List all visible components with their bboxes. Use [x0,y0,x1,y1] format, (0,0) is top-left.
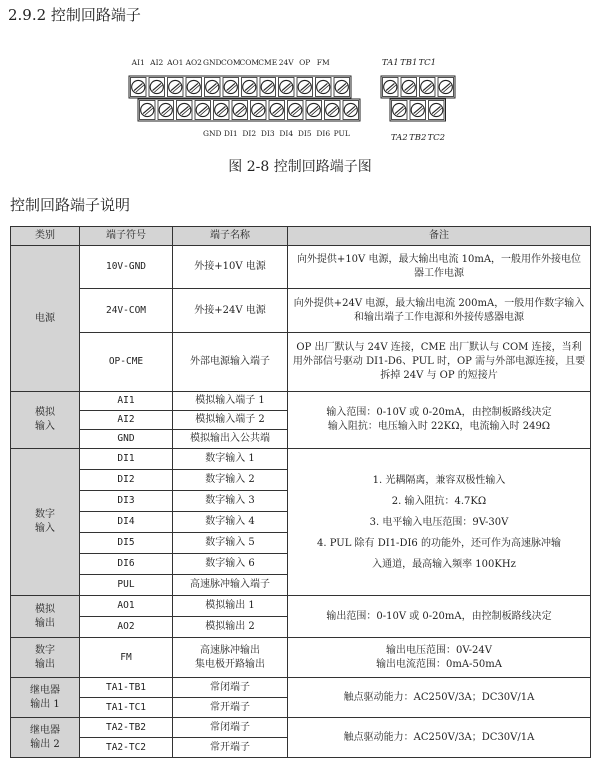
terminal-screw-icon [421,80,434,93]
category-digital-output [11,638,80,678]
category-label: 输入 [35,421,55,432]
terminal-screw-icon [289,103,302,116]
category-label: 输入 [35,523,55,534]
terminal-screw-icon [307,103,320,116]
header-category: 类别 [11,227,80,246]
category-label: 数字 [35,509,55,520]
terminal-note: 触点驱动能力：AC250V/3A；DC30V/1A [288,718,591,758]
table-row [11,678,591,698]
terminal-symbol: FM [80,638,173,678]
category-relay-output-2 [11,718,80,758]
terminal-name: 模拟输出入公共端 [173,430,288,449]
category-analog-output [11,596,80,638]
note-line: 4. PUL 除有 DI1-DI6 的功能外，还可作为高速脉冲输 [317,537,561,549]
terminal-name: 数字输入 5 [173,533,288,554]
terminal-symbol: 24V-COM [80,289,173,333]
note-line: 1. 光耦隔离，兼容双极性输入 [372,474,506,486]
terminal-note [288,392,591,449]
terminal-screw-icon [252,103,265,116]
terminal-symbol: AI2 [80,411,173,430]
terminal-screw-icon [326,103,339,116]
terminal-symbol: TA1-TB1 [80,678,173,698]
terminal-symbol: TA1-TC1 [80,698,173,718]
terminal-name: 外接+10V 电源 [173,246,288,289]
table-row [11,718,591,738]
terminal-name: 模拟输入端子 1 [173,392,288,411]
category-digital-input [11,449,80,596]
category-label: 模拟 [35,603,55,615]
terminal-screw-icon [344,103,357,116]
table-row [11,333,591,392]
terminal-symbol: DI2 [80,470,173,491]
category-label: 输出 [35,617,55,629]
terminal-symbol: GND [80,430,173,449]
terminal-note: 输出范围：0-10V 或 0-20mA，由控制板路线决定 [288,596,591,638]
terminal-screw-icon [335,80,348,93]
terminal-screw-icon [169,80,182,93]
table-row [11,449,591,470]
terminal-screw-icon [430,103,443,116]
table-row [11,246,591,289]
terminal-screw-icon [317,80,330,93]
terminal-note: 向外提供+24V 电源，最大输出电流 200mA，一般用作数字输入和输出端子工作电源和外接传感器电源 [288,289,591,333]
terminal-screw-icon [280,80,293,93]
terminal-screw-icon [150,80,163,93]
terminal-name: 常开端子 [173,738,288,758]
terminal-spec-table [10,226,591,758]
table-row [11,392,591,411]
terminal-symbol: DI5 [80,533,173,554]
terminal-screw-icon [187,80,200,93]
category-label: 输出 [35,658,55,670]
terminal-screw-icon [402,80,415,93]
name-line: 集电极开路输出 [195,658,265,670]
category-label: 数字 [35,644,55,656]
terminal-symbol: AI1 [80,392,173,411]
terminal-label-top: COM [239,58,260,67]
terminal-name: 常闭端子 [173,718,288,738]
name-line: 高速脉冲输出 [200,644,260,656]
terminal-screw-icon [178,103,191,116]
terminal-name: 常开端子 [173,698,288,718]
terminal-screw-icon [206,80,219,93]
terminal-name: 外接+24V 电源 [173,289,288,333]
terminal-screw-icon [384,80,397,93]
figure-caption: 图 2-8 控制回路端子图 [228,159,372,175]
terminal-screw-icon [261,80,274,93]
terminal-screw-icon [233,103,246,116]
terminal-label-top: COM [220,58,241,67]
terminal-screw-icon [298,80,311,93]
category-relay-output-1 [11,678,80,718]
terminal-label-bottom: DI4 [279,129,294,138]
terminal-name: 模拟输出 2 [173,617,288,638]
category-label: 继电器 [30,724,60,736]
terminal-screw-icon [270,103,283,116]
terminal-screw-icon [243,80,256,93]
relay-label-top: TB1 [400,58,418,68]
note-line: 3. 电平输入电压范围：9V-30V [369,516,509,528]
table-row [11,289,591,333]
relay-label-bottom: TA2 [390,133,408,143]
terminal-name: 外部电源输入端子 [173,333,288,392]
terminal-label-bottom: DI6 [316,129,331,138]
relay-label-top: TC1 [418,58,437,68]
terminal-label-top: 24V [278,58,294,67]
terminal-name: 数字输入 4 [173,512,288,533]
table-title: 控制回路端子说明 [10,196,131,214]
terminal-screw-icon [141,103,154,116]
relay-label-top: TA1 [381,58,399,68]
note-line: 2. 输入阻抗：4.7KΩ [391,495,487,507]
terminal-screw-icon [132,80,145,93]
terminal-name [173,638,288,678]
terminal-label-bottom: GND [202,129,222,138]
category-power: 电源 [11,246,80,392]
terminal-screw-icon [224,80,237,93]
terminal-symbol: AO2 [80,617,173,638]
terminal-symbol: DI1 [80,449,173,470]
terminal-label-top: GND [202,58,222,67]
header-name: 端子名称 [173,227,288,246]
table-row [11,596,591,617]
category-label: 继电器 [30,684,60,696]
terminal-label-top: AO1 [167,58,184,67]
category-analog-input [11,392,80,449]
relay-label-bottom: TC2 [427,133,446,143]
terminal-name: 模拟输入端子 2 [173,411,288,430]
terminal-symbol: TA2-TB2 [80,718,173,738]
terminal-name: 高速脉冲输入端子 [173,575,288,596]
terminal-screw-icon [393,103,406,116]
table-row [11,638,591,678]
terminal-block-diagram [0,0,600,160]
terminal-symbol: DI4 [80,512,173,533]
terminal-symbol: DI6 [80,554,173,575]
terminal-name: 数字输入 3 [173,491,288,512]
terminal-screw-icon [411,103,424,116]
terminal-name: 数字输入 2 [173,470,288,491]
category-label: 模拟 [35,407,55,418]
terminal-note: OP 出厂默认与 24V 连接，CME 出厂默认与 COM 连接，当利用外部信号驱动 DI1-D6、PUL 时，OP 需与外部电源连接，且要拆掉 24V 与 OP 的短接片 [288,333,591,392]
category-label: 输出 1 [30,698,60,710]
terminal-note [288,449,591,596]
note-line: 输出电流范围：0mA-50mA [376,658,502,670]
terminal-note: 触点驱动能力：AC250V/3A；DC30V/1A [288,678,591,718]
category-label: 输出 2 [30,738,60,750]
terminal-symbol: DI3 [80,491,173,512]
terminal-note: 向外提供+10V 电源，最大输出电流 10mA，一般用作外接电位器工作电源 [288,246,591,289]
terminal-symbol: OP-CME [80,333,173,392]
note-line: 输入阻抗：电压输入时 22KΩ，电流输入时 249Ω [327,421,551,432]
terminal-screw-icon [439,80,452,93]
terminal-symbol: TA2-TC2 [80,738,173,758]
terminal-note [288,638,591,678]
relay-label-bottom: TB2 [409,133,427,143]
header-note: 备注 [288,227,591,246]
terminal-label-bottom: PUL [333,129,350,138]
note-line: 输出电压范围：0V-24V [386,644,492,656]
terminal-name: 模拟输出 1 [173,596,288,617]
terminal-screw-icon [159,103,172,116]
terminal-screw-icon [215,103,228,116]
terminal-screw-icon [196,103,209,116]
terminal-label-bottom: DI2 [242,129,257,138]
note-line: 入通道，最高输入频率 100KHz [372,558,516,570]
terminal-label-bottom: DI5 [297,129,312,138]
terminal-label-top: AI2 [150,58,164,67]
terminal-label-bottom: DI1 [223,129,238,138]
terminal-symbol: 10V-GND [80,246,173,289]
terminal-label-top: AI1 [131,58,145,67]
terminal-label-top: OP [299,58,311,67]
header-symbol: 端子符号 [80,227,173,246]
terminal-symbol: PUL [80,575,173,596]
note-line: 输入范围：0-10V 或 0-20mA，由控制板路线决定 [326,407,552,418]
section-title: 2.9.2 控制回路端子 [8,6,141,24]
terminal-label-top: FM [316,58,330,67]
terminal-label-bottom: DI3 [260,129,275,138]
terminal-label-top: AO2 [185,58,202,67]
table-header-row [11,227,591,246]
terminal-symbol: AO1 [80,596,173,617]
terminal-name: 数字输入 1 [173,449,288,470]
terminal-name: 常闭端子 [173,678,288,698]
terminal-name: 数字输入 6 [173,554,288,575]
terminal-label-top: CME [258,58,278,67]
